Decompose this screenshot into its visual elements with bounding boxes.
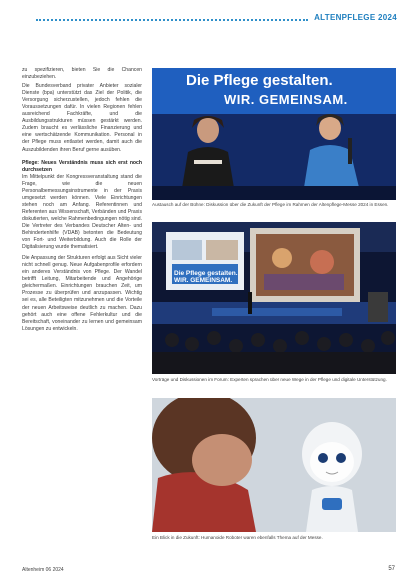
photo-banner-text: WIR. GEMEINSAM. xyxy=(224,92,348,107)
photo-robot xyxy=(152,398,396,532)
photo-caption: Austausch auf der Bühne: Diskussion über die Zukunft der Pflege im Rahmen der Altenpflege-Messe 2024 in Essen. xyxy=(152,202,389,207)
photo-forum xyxy=(152,222,396,374)
photo-banner-text: Die Pflege gestalten. xyxy=(186,72,333,89)
slide-title-text: WIR. GEMEINSAM. xyxy=(174,277,233,284)
photo-stage-interview xyxy=(152,68,396,200)
photo-robot-art xyxy=(152,398,396,532)
article-subheading: Pflege: Neues Verständnis muss sich erst noch durchsetzen xyxy=(22,159,142,173)
article-paragraph: Die Anpassung der Strukturen erfolgt aus Sicht vieler nicht schnell genug. Neue Aufgabenprofile erfordern ein anderes Verständnis von Pflege. Der Wandel betrifft Leitung, Mitarbeitende und Angehörige gleichermaßen. Einrichtungen brauchen Zeit, um Prozesse zu überprüfen und anzupassen. Wichtig sei es, alle Beteiligten mitzunehmen und die Vorteile der neuen Arbeitsweise deutlich zu machen. Dazu gehört auch eine offene Fehlerkultur und die Bereitschaft, voneinander zu lernen und gemeinsam Lösungen zu entwickeln. xyxy=(22,255,142,332)
article-paragraph: Im Mittelpunkt der Kongressveranstaltung stand die Frage, wie die neuen Personalbemessungsinstrumente in der Praxis umgesetzt werden können. Viele Einrichtungen stehen noch am Anfang. Referentinnen und Referenten aus Wissenschaft, Verbänden und Praxis diskutierten, welche Rahmenbedingungen nötig sind. Die Vertreter des Verbandes Deutscher Alten- und Behindertenhilfe (VDAB) betonten die Bedeutung von Fort- und Weiterbildung. Auch die Rolle der Digitalisierung wurde thematisiert. xyxy=(22,173,142,251)
article-paragraph: zu spezifizieren, bieten Sie die Chancen einzubeziehen. xyxy=(22,67,142,81)
header-dotted-rule xyxy=(36,19,308,21)
photo-caption: Ein Blick in die Zukunft: Humanoide Roboter waren ebenfalls Thema auf der Messe. xyxy=(152,535,323,540)
photo-caption: Vorträge und Diskussionen im Forum: Experten sprachen über neue Wege in der Pflege und digitale Unterstützung. xyxy=(152,377,387,382)
article-column xyxy=(22,67,142,333)
photo-forum-art xyxy=(152,222,396,374)
page-number: 57 xyxy=(388,566,395,572)
footer-publication: Altenheim 06 2024 xyxy=(22,567,64,573)
slide-title-text: Die Pflege gestalten. xyxy=(174,270,238,277)
article-paragraph: Die Bundesverband privater Anbieter sozialer Dienste (bpa) unterstützt das Ziel der Politik, die Versorgung sicherzustellen, jedoch fehlen die Voraussetzungen dafür. In vielen Regionen fehlen ausreichend Fachkräfte, und die Ausbildungsstrukturen müssen gestärkt werden. Zudem braucht es verlässliche Finanzierung und eine wertschätzende Kommunikation. Personal in der Pflege muss entlastet werden, damit auch die Auszubildenden ihren Beruf gerne ausüben. xyxy=(22,83,142,153)
section-title: ALTENPFLEGE 2024 xyxy=(314,13,397,22)
